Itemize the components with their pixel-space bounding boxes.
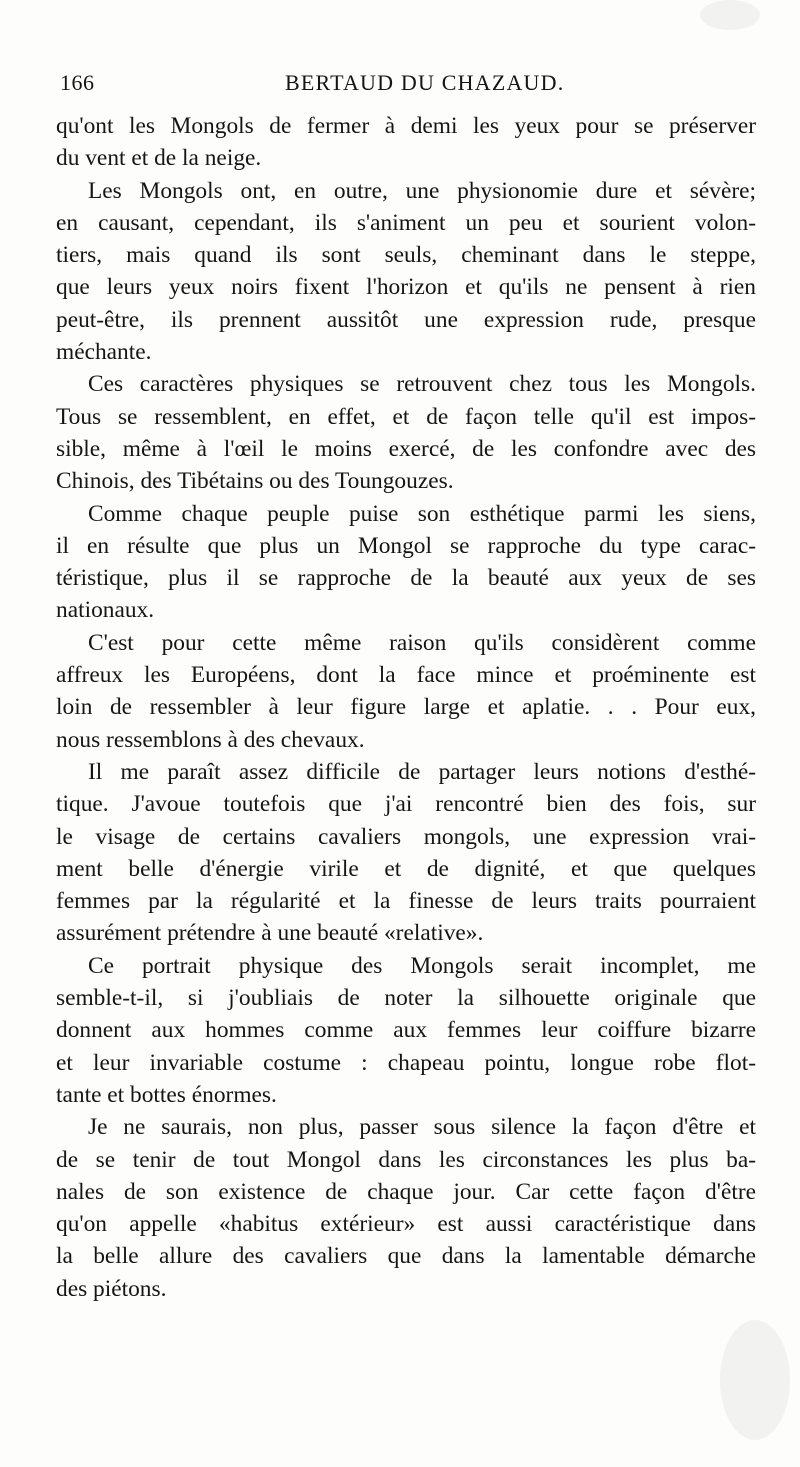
text-line: qu'on appelle «habitus extérieur» est aussi caractéristique dans xyxy=(56,1211,756,1238)
text-line: Ce portrait physique des Mongols serait incomplet, me xyxy=(88,952,756,979)
text-line: tante et bottes énormes. xyxy=(56,1081,277,1108)
paragraph-esthetique xyxy=(56,498,756,627)
running-head xyxy=(60,70,750,110)
text-line: Ces caractères physiques se retrouvent chez tous les Mongols. xyxy=(88,371,756,398)
text-line: Je ne saurais, non plus, passer sous silence la façon d'être et xyxy=(88,1114,756,1141)
text-line: ment belle d'énergie virile et de dignité, et que quelques xyxy=(56,855,756,882)
body-text xyxy=(56,110,756,1305)
text-line: et leur invariable costume : chapeau pointu, longue robe flot- xyxy=(56,1049,756,1076)
text-line: du vent et de la neige. xyxy=(56,145,262,172)
running-title: BERTAUD DU CHAZAUD. xyxy=(285,70,565,95)
text-line: il en résulte que plus un Mongol se rapproche du type carac- xyxy=(56,532,756,559)
text-line: Chinois, des Tibétains ou des Toungouzes. xyxy=(56,468,454,495)
text-line: la belle allure des cavaliers que dans la lamentable démarche xyxy=(56,1243,756,1270)
paragraph-portrait xyxy=(56,950,756,1111)
text-line: femmes par la régularité et la finesse de leurs traits pourraient xyxy=(56,888,756,915)
paper-stain xyxy=(720,1320,790,1440)
text-line: le visage de certains cavaliers mongols, une expression vrai- xyxy=(56,823,756,850)
text-line: C'est pour cette même raison qu'ils considèrent comme xyxy=(88,629,756,656)
paragraph-caracteres xyxy=(56,368,756,497)
text-line: tiers, mais quand ils sont seuls, cheminant dans le steppe, xyxy=(56,242,756,269)
paragraph-notions xyxy=(56,756,756,950)
text-line: assurément prétendre à une beauté «relative». xyxy=(56,920,484,947)
paragraph-continuation xyxy=(56,110,756,175)
text-line: des piétons. xyxy=(56,1275,167,1302)
text-line: nationaux. xyxy=(56,597,155,624)
text-line: nales de son existence de chaque jour. Car cette façon d'être xyxy=(56,1178,756,1205)
text-line: méchante. xyxy=(56,339,152,366)
text-line: Il me paraît assez difficile de partager leurs notions d'esthé- xyxy=(88,758,756,785)
text-line: donnent aux hommes comme aux femmes leur coiffure bizarre xyxy=(56,1017,756,1044)
paragraph-physionomie xyxy=(56,175,756,369)
text-line: Les Mongols ont, en outre, une physionomie dure et sévère; xyxy=(88,177,756,204)
text-line: peut-être, ils prennent aussitôt une expression rude, presque xyxy=(56,306,756,333)
text-line: nous ressemblons à des chevaux. xyxy=(56,726,365,753)
paper-stain xyxy=(700,0,760,30)
text-line: que leurs yeux noirs fixent l'horizon et qu'ils ne pensent à rien xyxy=(56,274,756,301)
text-line: téristique, plus il se rapproche de la beauté aux yeux de ses xyxy=(56,565,756,592)
text-line: Comme chaque peuple puise son esthétique parmi les siens, xyxy=(88,500,756,527)
paragraph-habitus xyxy=(56,1111,756,1305)
text-line: loin de ressembler à leur figure large et aplatie. . . Pour eux, xyxy=(56,694,756,721)
paragraph-europeens xyxy=(56,627,756,756)
text-line: Tous se ressemblent, en effet, et de façon telle qu'il est impos- xyxy=(56,403,756,430)
page-number: 166 xyxy=(60,70,95,95)
text-line: affreux les Européens, dont la face mince et proéminente est xyxy=(56,662,756,689)
text-line: en causant, cependant, ils s'animent un peu et sourient volon- xyxy=(56,209,756,236)
text-line: semble-t-il, si j'oubliais de noter la silhouette originale que xyxy=(56,985,756,1012)
text-line: sible, même à l'œil le moins exercé, de les confondre avec des xyxy=(56,435,756,462)
text-line: tique. J'avoue toutefois que j'ai rencontré bien des fois, sur xyxy=(56,791,756,818)
text-line: qu'ont les Mongols de fermer à demi les yeux pour se préserver xyxy=(56,113,756,139)
text-line: de se tenir de tout Mongol dans les circonstances les plus ba- xyxy=(56,1146,756,1173)
